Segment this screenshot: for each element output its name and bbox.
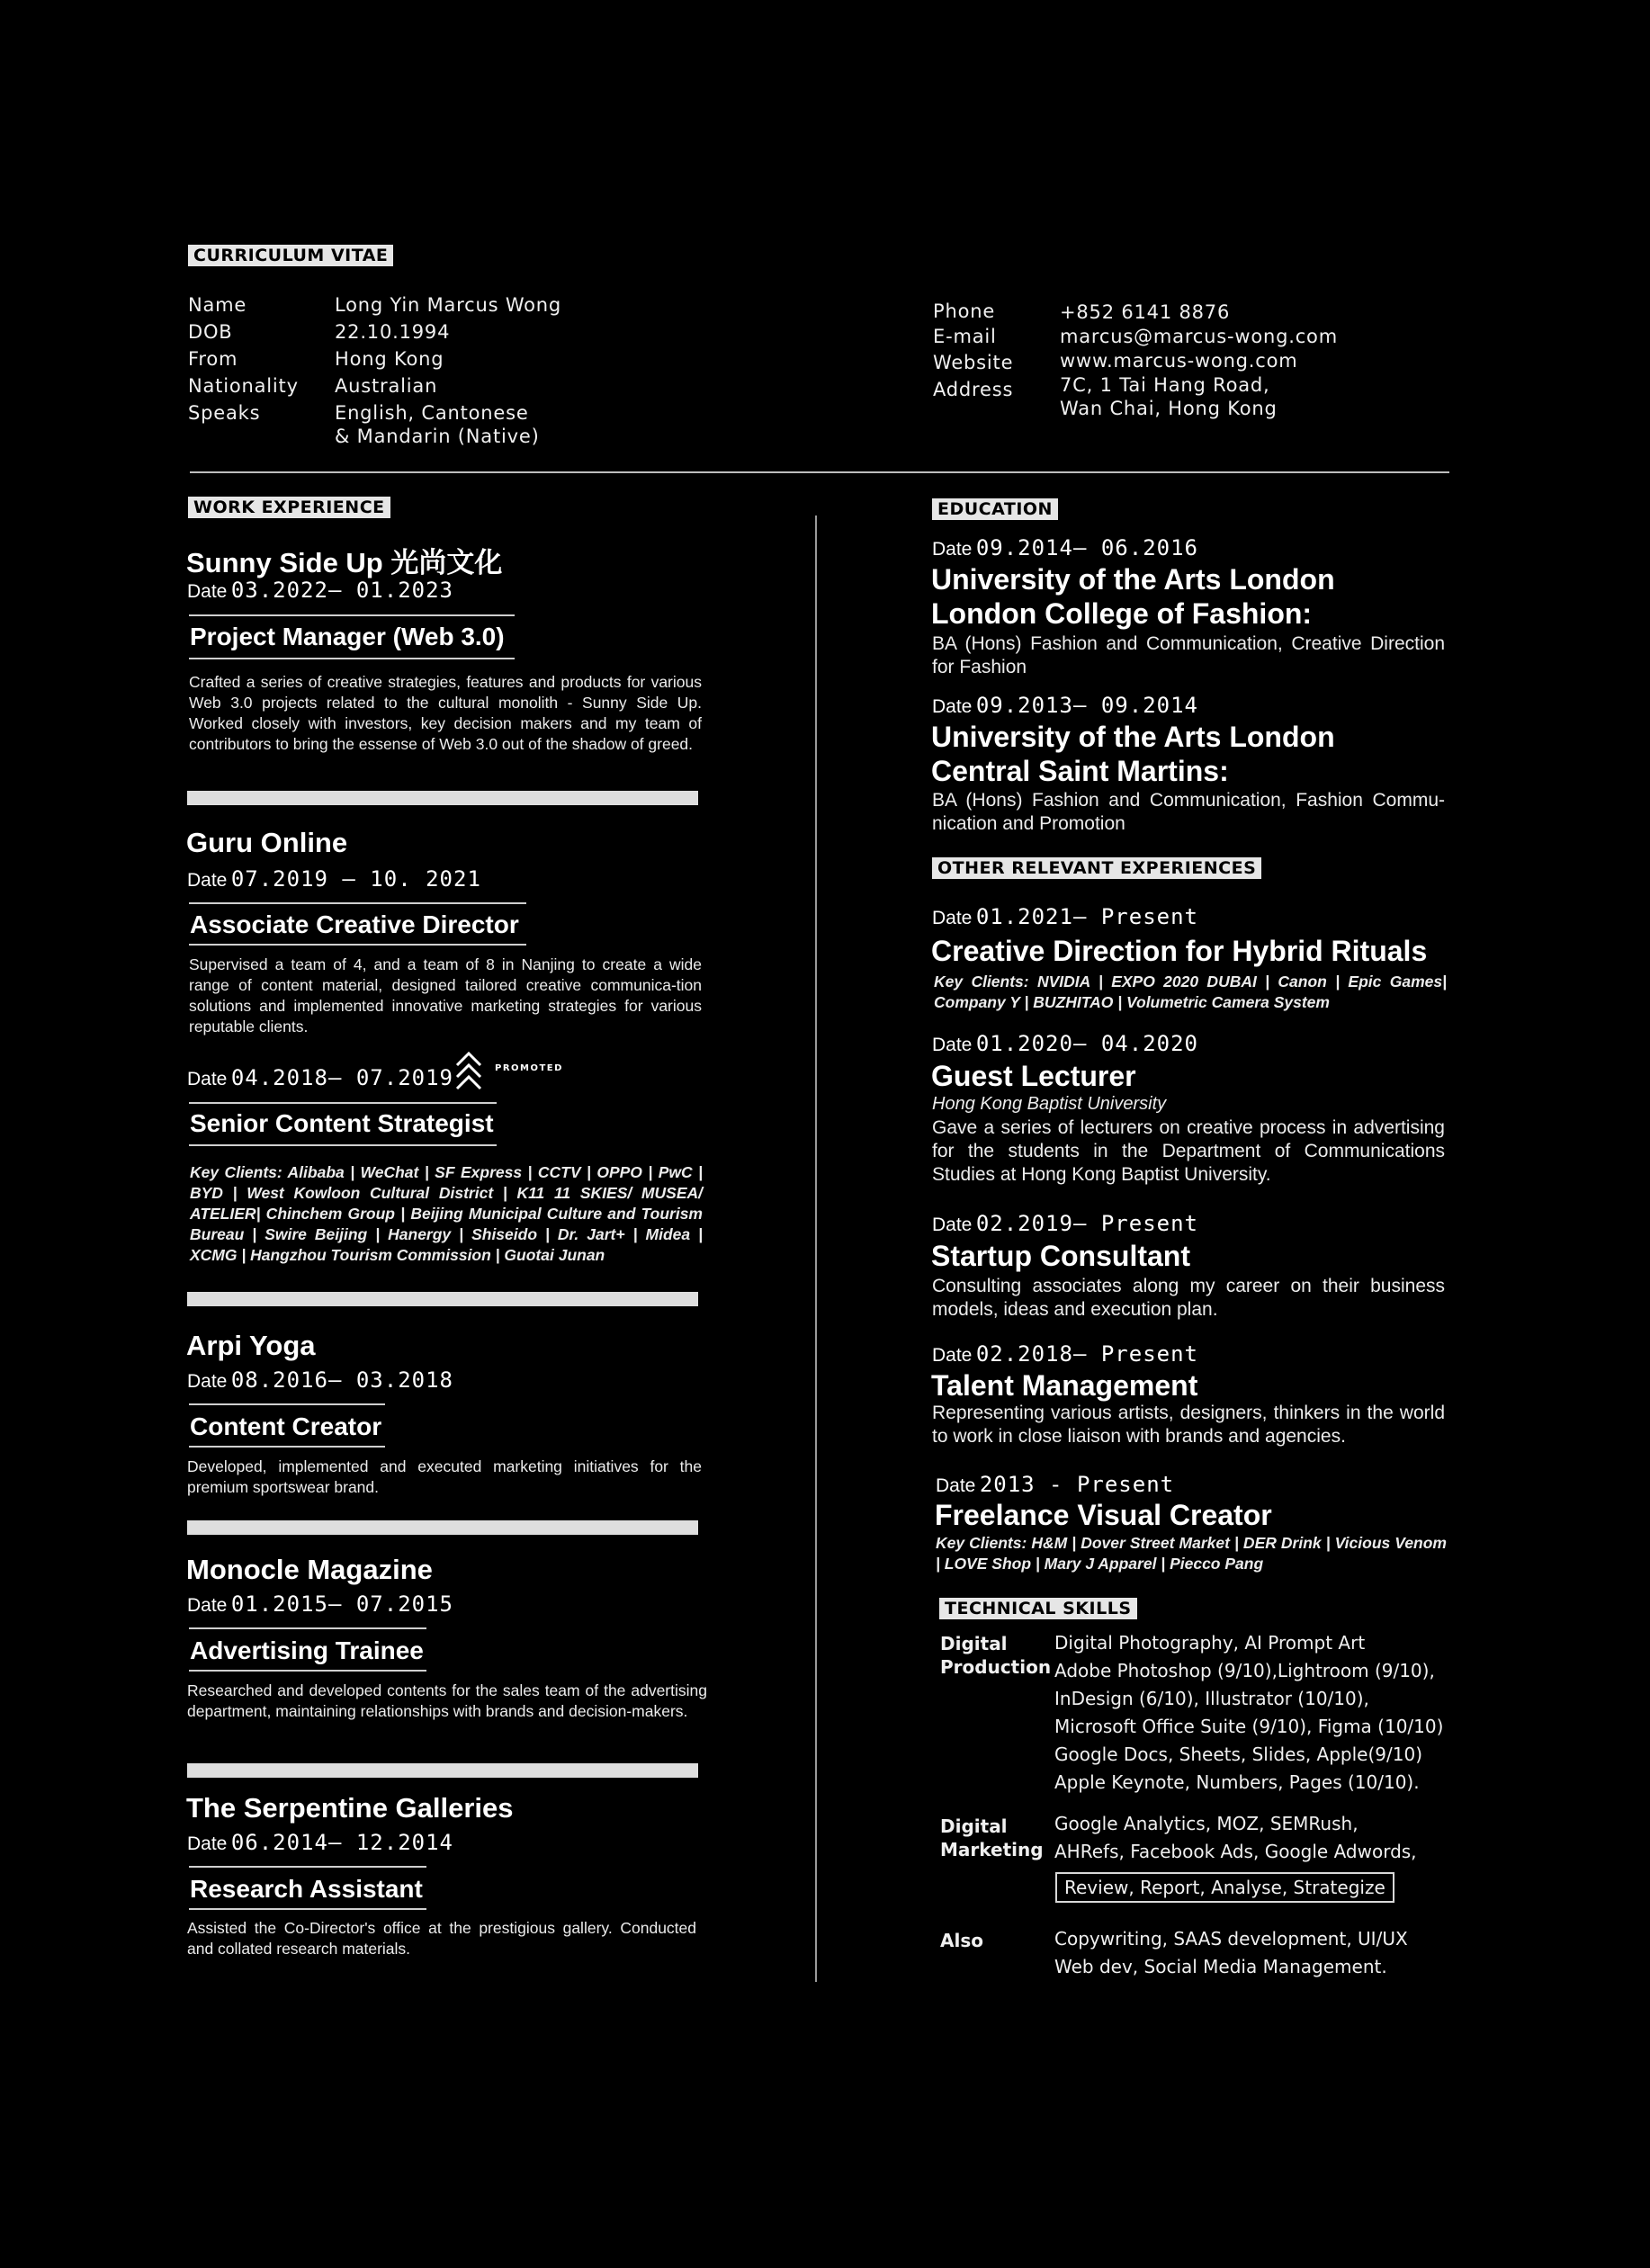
skill-line: Microsoft Office Suite (9/10), Figma (10/10) [1054, 1716, 1444, 1737]
skill-category-label: Also [940, 1930, 983, 1951]
date-line [187, 1367, 453, 1393]
skill-category-line: Digital [940, 1633, 1008, 1654]
date-value: 03.2022– 01.2023 [230, 578, 453, 603]
role-rule [189, 1144, 497, 1146]
company-name: The Serpentine Galleries [186, 1792, 514, 1824]
date-line [187, 1591, 453, 1617]
date-key: Date [932, 539, 973, 560]
address-label: Address [933, 379, 1014, 400]
experience-description: Representing various artists, designers, thinkers in the world to work in close liaison with brands and agencies. [932, 1403, 1445, 1447]
role-rule [189, 614, 515, 616]
address-value-line2: Wan Chai, Hong Kong [1060, 398, 1278, 419]
date-value: 2013 - Present [979, 1472, 1175, 1497]
date-value: 08.2016– 03.2018 [230, 1367, 453, 1393]
experience-description: Consulting associates along my career on their business models, ideas and execution plan. [932, 1276, 1445, 1320]
experience-subtitle: Hong Kong Baptist University [932, 1094, 1167, 1114]
skill-category-label [940, 1815, 1044, 1861]
nationality-value: Australian [335, 375, 438, 397]
skill-category-line: Marketing [940, 1839, 1044, 1860]
role-rule [189, 944, 526, 946]
experience-title: Guest Lecturer [931, 1060, 1136, 1092]
job-description: Supervised a team of 4, and a team of 8 in Nanjing to create a wide range of content material, designed tailored creative communica-tion solutions and implemented innovative marketing strategies for various reputable clients. [189, 955, 702, 1035]
skill-line: Adobe Photoshop (9/10),Lightroom (9/10), [1054, 1660, 1435, 1681]
skill-category-line: Digital [940, 1815, 1008, 1837]
role-title: Research Assistant [190, 1875, 423, 1903]
date-key: Date [187, 1595, 228, 1616]
skill-line: Apple Keynote, Numbers, Pages (10/10). [1054, 1771, 1420, 1793]
skill-line: Google Analytics, MOZ, SEMRush, [1054, 1813, 1359, 1834]
section-bar [187, 1763, 698, 1778]
date-key: Date [932, 696, 973, 717]
date-value: 06.2014– 12.2014 [230, 1830, 453, 1855]
header-divider [190, 471, 1449, 473]
role-rule [189, 1102, 497, 1104]
date-line [932, 535, 1198, 560]
role-title: Advertising Trainee [190, 1636, 424, 1664]
nationality-label: Nationality [188, 375, 299, 397]
experience-description: Gave a series of lecturers on creative process in advertising for the students in the Department of Communications Studies at Hong Kong Baptist University. [932, 1117, 1445, 1185]
experience-title: Talent Management [931, 1369, 1198, 1402]
key-clients: Key Clients: NVIDIA | EXPO 2020 DUBAI | Canon | Epic Games| Company Y | BUZHITAO | Volumetric Camera System [934, 973, 1447, 1011]
column-divider [815, 515, 817, 1982]
address-value: 7C, 1 Tai Hang Road, [1060, 374, 1270, 396]
speaks-value-line2: & Mandarin (Native) [335, 426, 540, 447]
section-bar [187, 1520, 698, 1535]
role-rule [189, 1446, 385, 1448]
key-clients: Key Clients: H&M | Dover Street Market | DER Drink | Vicious Venom | LOVE Shop | Mary J Apparel | Piecco Pang [936, 1534, 1447, 1573]
skill-category-line: Production [940, 1656, 1052, 1678]
date-line [187, 1830, 453, 1855]
skill-line: Google Docs, Sheets, Slides, Apple(9/10) [1054, 1744, 1423, 1765]
school-name: University of the Arts London [931, 721, 1335, 753]
date-line [932, 1211, 1198, 1236]
section-bar [187, 791, 698, 805]
skill-list-marketing [1054, 1810, 1417, 1866]
job-description: Crafted a series of creative strategies, features and products for various Web 3.0 projects related to the cultural monolith - Sunny Side Up. Worked closely with investors, key decision makers and my team of contributors to bring the essense of Web 3.0 out of the shadow of greed. [189, 673, 702, 753]
section-bar [187, 1292, 698, 1306]
date-key: Date [936, 1475, 976, 1496]
experience-title: Creative Direction for Hybrid Rituals [931, 935, 1428, 967]
promoted-label: PROMOTED [495, 1063, 563, 1073]
role-rule [189, 1670, 426, 1672]
phone-value[interactable]: +852 6141 8876 [1060, 301, 1231, 323]
phone-label: Phone [933, 300, 996, 322]
role-rule [189, 902, 526, 904]
from-label: From [188, 348, 238, 370]
company-name: Guru Online [186, 827, 348, 858]
role-title: Content Creator [190, 1412, 382, 1440]
degree-description: BA (Hons) Fashion and Communication, Creative Direction for Fashion [932, 633, 1445, 677]
promoted-chevrons-icon [454, 1050, 483, 1091]
job-description: Developed, implemented and executed marketing initiatives for the premium sportswear brand. [187, 1457, 702, 1496]
skill-line: Web dev, Social Media Management. [1054, 1956, 1387, 1977]
dob-label: DOB [188, 321, 233, 343]
company-name: Arpi Yoga [186, 1330, 316, 1361]
date-key: Date [187, 1069, 228, 1089]
speaks-label: Speaks [188, 402, 261, 424]
role-title: Associate Creative Director [190, 910, 519, 938]
skill-category-label [940, 1632, 1051, 1679]
date-line [932, 1341, 1198, 1367]
skill-boxed-line: Review, Report, Analyse, Strategize [1055, 1872, 1394, 1903]
education-tag: EDUCATION [932, 498, 1058, 520]
degree-description: BA (Hons) Fashion and Communication, Fashion Commu-nication and Promotion [932, 790, 1445, 834]
date-value: 07.2019 – 10. 2021 [230, 866, 481, 892]
date-line [187, 578, 453, 603]
key-clients: Key Clients: Alibaba | WeChat | SF Express | CCTV | OPPO | PwC | BYD | West Kowloon Cultural District | K11 11 SKIES/ MUSEA/ ATELIER| Chinchem Group | Beijing Municipal Culture and Tourism Bureau | Swire Beijing | Hanergy | Shiseido | Dr. Jart+ | Midea | XCMG | Hangzhou Tourism Commission | Guotai Junan [190, 1163, 703, 1264]
date-line [187, 1065, 453, 1090]
date-key: Date [932, 908, 973, 928]
date-value: 09.2013– 09.2014 [975, 693, 1198, 718]
role-rule [189, 658, 515, 659]
name-value: Long Yin Marcus Wong [335, 294, 562, 316]
from-value: Hong Kong [335, 348, 444, 370]
date-key: Date [187, 581, 228, 602]
skill-line: AHRefs, Facebook Ads, Google Adwords, [1054, 1841, 1417, 1862]
date-key: Date [187, 870, 228, 891]
speaks-value: English, Cantonese [335, 402, 529, 424]
date-value: 09.2014– 06.2016 [975, 535, 1198, 560]
role-rule [189, 1908, 426, 1910]
job-description: Researched and developed contents for the sales team of the advertising department, maintaining relationships with brands and decision-makers. [187, 1681, 707, 1720]
other-experiences-tag: OTHER RELEVANT EXPERIENCES [932, 857, 1261, 879]
role-rule [189, 1403, 385, 1405]
experience-title: Startup Consultant [931, 1240, 1190, 1272]
company-name: Monocle Magazine [186, 1554, 433, 1585]
school-name: University of the Arts London [931, 563, 1335, 596]
skill-list-production [1054, 1629, 1443, 1797]
role-title: Senior Content Strategist [190, 1109, 494, 1137]
college-name: London College of Fashion: [931, 597, 1313, 630]
date-value: 04.2018– 07.2019 [230, 1065, 453, 1090]
company-name: Sunny Side Up 光尚文化 [186, 547, 503, 578]
date-key: Date [187, 1833, 228, 1854]
date-value: 01.2021– Present [975, 904, 1198, 929]
technical-skills-tag: TECHNICAL SKILLS [939, 1598, 1137, 1619]
date-value: 01.2020– 04.2020 [975, 1031, 1198, 1056]
skill-list-also [1054, 1925, 1408, 1981]
role-title: Project Manager (Web 3.0) [190, 623, 505, 650]
skill-line: Digital Photography, AI Prompt Art [1054, 1632, 1366, 1654]
work-experience-tag: WORK EXPERIENCE [188, 497, 390, 518]
website-label: Website [933, 352, 1014, 373]
experience-title: Freelance Visual Creator [935, 1499, 1272, 1531]
date-line [932, 1031, 1198, 1056]
email-label: E-mail [933, 326, 997, 347]
date-value: 02.2019– Present [975, 1211, 1198, 1236]
role-rule [189, 1866, 426, 1868]
skill-line: InDesign (6/10), Illustrator (10/10), [1054, 1688, 1369, 1709]
date-line [932, 904, 1198, 929]
date-key: Date [932, 1345, 973, 1366]
date-key: Date [187, 1371, 228, 1392]
job-description: Assisted the Co-Director's office at the prestigious gallery. Conducted and collated research materials. [187, 1919, 696, 1958]
date-line [187, 866, 481, 892]
date-key: Date [932, 1215, 973, 1235]
role-rule [189, 1627, 426, 1629]
dob-value: 22.10.1994 [335, 321, 451, 343]
email-value[interactable]: marcus@marcus-wong.com [1060, 326, 1338, 347]
date-key: Date [932, 1035, 973, 1055]
website-value[interactable]: www.marcus-wong.com [1060, 350, 1298, 372]
date-value: 01.2015– 07.2015 [230, 1591, 453, 1617]
date-line [932, 693, 1198, 718]
cv-title-tag: CURRICULUM VITAE [188, 245, 393, 266]
name-label: Name [188, 294, 247, 316]
date-line [936, 1472, 1174, 1497]
college-name: Central Saint Martins: [931, 755, 1229, 787]
date-value: 02.2018– Present [975, 1341, 1198, 1367]
skill-line: Copywriting, SAAS development, UI/UX [1054, 1928, 1408, 1950]
